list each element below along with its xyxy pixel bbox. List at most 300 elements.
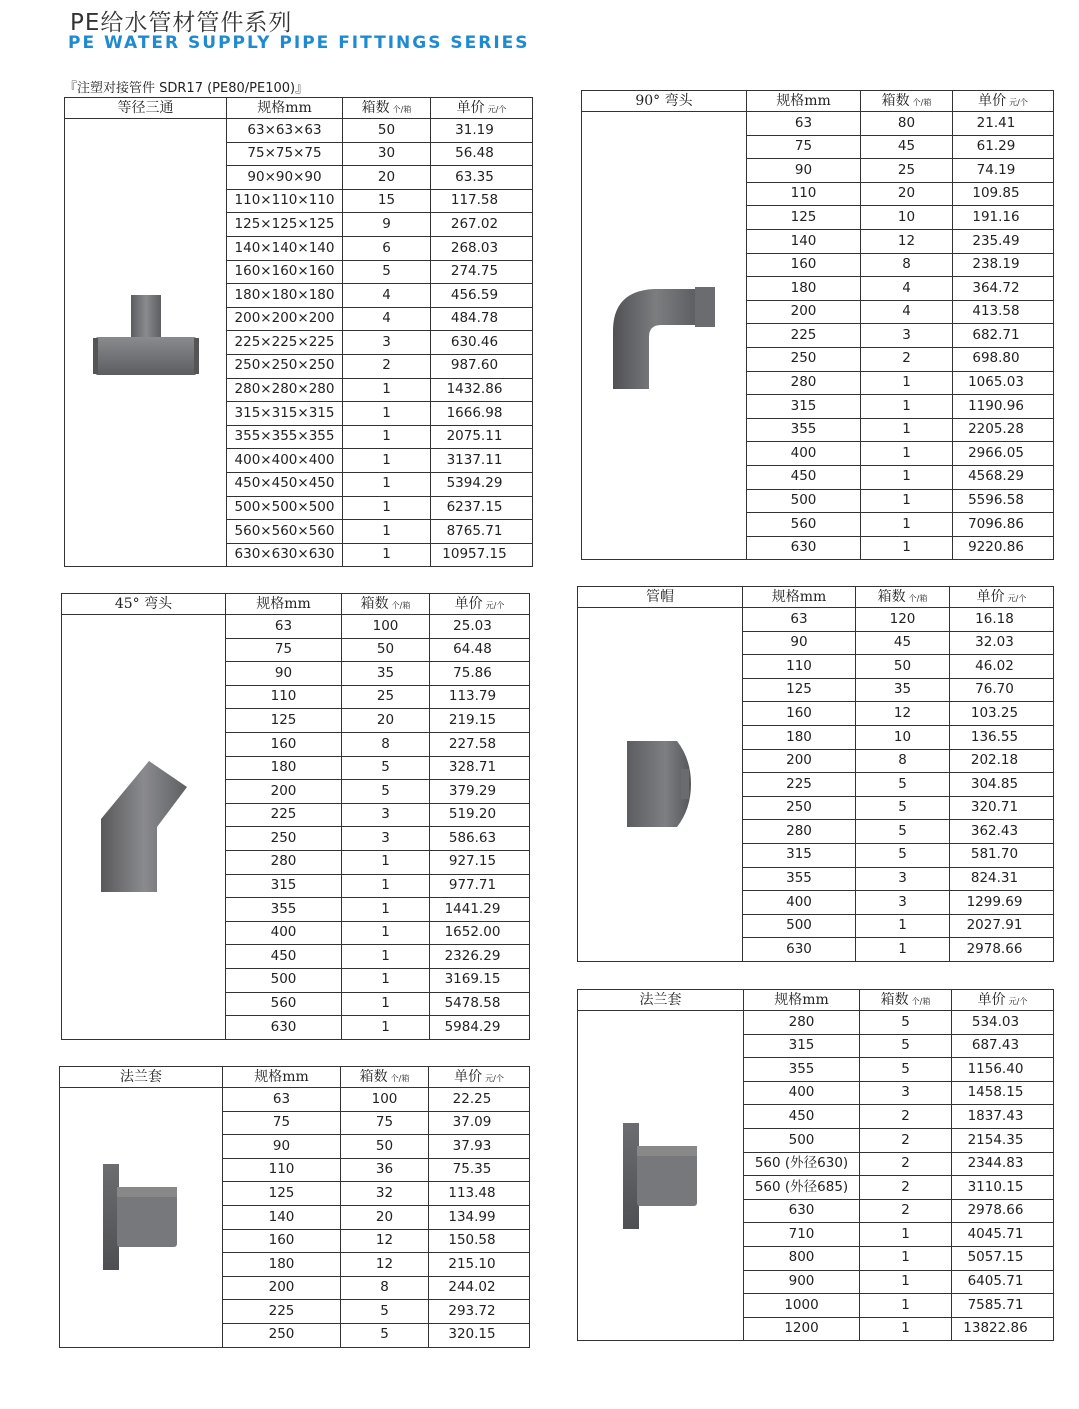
unit-price-cell: 134.99 xyxy=(429,1205,530,1229)
unit-price-cell: 2205.28 xyxy=(953,418,1054,442)
size-cell: 140×140×140 xyxy=(227,236,343,260)
unit-price-cell: 4568.29 xyxy=(953,465,1054,489)
box-qty-cell: 1 xyxy=(860,1294,952,1318)
flange-left-price-table xyxy=(59,1066,530,1348)
size-cell: 315 xyxy=(743,843,856,867)
unit-price-cell: 456.59 xyxy=(431,284,533,308)
table-header-row xyxy=(60,1067,530,1088)
box-qty-cell: 5 xyxy=(860,1058,952,1082)
box-qty-cell: 1 xyxy=(860,1317,952,1341)
size-cell: 900 xyxy=(744,1270,860,1294)
unit-price-cell: 10957.15 xyxy=(431,543,533,567)
box-qty-cell: 8 xyxy=(341,1276,429,1300)
col-price-header: 单价 元/个 xyxy=(952,990,1054,1011)
box-qty-cell: 35 xyxy=(856,678,950,702)
size-cell: 110 xyxy=(747,182,861,206)
col-size-header: 规格mm xyxy=(223,1067,341,1088)
size-cell: 355 xyxy=(744,1058,860,1082)
flange-adapter-icon xyxy=(60,1088,223,1348)
unit-price-cell: 586.63 xyxy=(430,827,530,851)
box-qty-cell: 25 xyxy=(342,685,430,709)
unit-price-cell: 1190.96 xyxy=(953,395,1054,419)
box-qty-cell: 20 xyxy=(861,182,953,206)
unit-price-cell: 5478.58 xyxy=(430,992,530,1016)
size-cell: 450 xyxy=(744,1105,860,1129)
unit-price-cell: 1441.29 xyxy=(430,898,530,922)
unit-price-cell: 32.03 xyxy=(950,631,1054,655)
col-box-header: 箱数 个/箱 xyxy=(343,98,431,119)
fitting-name: 管帽 xyxy=(578,587,743,608)
fitting-name: 90° 弯头 xyxy=(582,91,747,112)
unit-price-cell: 1156.40 xyxy=(952,1058,1054,1082)
size-cell: 75 xyxy=(223,1111,341,1135)
size-cell: 90 xyxy=(747,159,861,183)
unit-price-cell: 16.18 xyxy=(950,608,1054,632)
flange-right-price-table xyxy=(577,989,1054,1341)
box-qty-cell: 8 xyxy=(342,732,430,756)
table-header-row xyxy=(65,98,533,119)
unit-price-cell: 5057.15 xyxy=(952,1246,1054,1270)
unit-price-cell: 1458.15 xyxy=(952,1081,1054,1105)
unit-price-cell: 113.79 xyxy=(430,685,530,709)
box-qty-cell: 1 xyxy=(861,489,953,513)
unit-price-cell: 150.58 xyxy=(429,1229,530,1253)
size-cell: 500 xyxy=(743,914,856,938)
size-cell: 560 xyxy=(226,992,342,1016)
size-cell: 315×315×315 xyxy=(227,402,343,426)
unit-price-cell: 103.25 xyxy=(950,702,1054,726)
size-cell: 1000 xyxy=(744,1294,860,1318)
size-cell: 250 xyxy=(743,796,856,820)
table-row xyxy=(62,615,530,639)
unit-price-cell: 75.86 xyxy=(430,662,530,686)
size-cell: 500×500×500 xyxy=(227,496,343,520)
size-cell: 560×560×560 xyxy=(227,520,343,544)
box-qty-cell: 2 xyxy=(343,354,431,378)
size-cell: 280 xyxy=(747,371,861,395)
size-cell: 560 (外径630) xyxy=(744,1152,860,1176)
box-qty-cell: 30 xyxy=(343,142,431,166)
box-qty-cell: 3 xyxy=(856,891,950,915)
box-qty-cell: 50 xyxy=(341,1135,429,1159)
size-cell: 250 xyxy=(747,347,861,371)
box-qty-cell: 1 xyxy=(856,938,950,962)
unit-price-cell: 274.75 xyxy=(431,260,533,284)
box-qty-cell: 5 xyxy=(856,773,950,797)
box-qty-cell: 8 xyxy=(856,749,950,773)
box-qty-cell: 1 xyxy=(343,402,431,426)
box-qty-cell: 3 xyxy=(860,1081,952,1105)
size-cell: 400 xyxy=(744,1081,860,1105)
fitting-name: 法兰套 xyxy=(60,1067,223,1088)
box-qty-cell: 1 xyxy=(861,418,953,442)
unit-price-cell: 320.71 xyxy=(950,796,1054,820)
unit-price-cell: 1666.98 xyxy=(431,402,533,426)
unit-price-cell: 5984.29 xyxy=(430,1016,530,1040)
size-cell: 180 xyxy=(747,277,861,301)
box-qty-cell: 1 xyxy=(343,425,431,449)
unit-price-cell: 1837.43 xyxy=(952,1105,1054,1129)
box-qty-cell: 5 xyxy=(342,780,430,804)
size-cell: 200 xyxy=(223,1276,341,1300)
box-qty-cell: 4 xyxy=(343,284,431,308)
col-size-header: 规格mm xyxy=(747,91,861,112)
unit-price-cell: 484.78 xyxy=(431,307,533,331)
box-qty-cell: 1 xyxy=(860,1270,952,1294)
col-price-header: 单价 元/个 xyxy=(431,98,533,119)
tee-price-table xyxy=(64,97,533,567)
box-qty-cell: 1 xyxy=(861,371,953,395)
unit-price-cell: 76.70 xyxy=(950,678,1054,702)
col-box-header: 箱数 个/箱 xyxy=(856,587,950,608)
size-cell: 200 xyxy=(226,780,342,804)
size-cell: 125 xyxy=(223,1182,341,1206)
fitting-name: 等径三通 xyxy=(65,98,227,119)
table-row xyxy=(60,1088,530,1112)
box-qty-cell: 1 xyxy=(342,1016,430,1040)
unit-price-cell: 519.20 xyxy=(430,803,530,827)
col-box-header: 箱数 个/箱 xyxy=(341,1067,429,1088)
box-qty-cell: 1 xyxy=(861,536,953,560)
box-qty-cell: 6 xyxy=(343,236,431,260)
flange-adapter-icon xyxy=(578,1011,744,1341)
box-qty-cell: 1 xyxy=(861,513,953,537)
size-cell: 280 xyxy=(743,820,856,844)
col-box-header: 箱数 个/箱 xyxy=(342,594,430,615)
size-cell: 140 xyxy=(223,1205,341,1229)
unit-price-cell: 2978.66 xyxy=(950,938,1054,962)
pipe-cap-icon xyxy=(578,608,743,962)
unit-price-cell: 304.85 xyxy=(950,773,1054,797)
box-qty-cell: 32 xyxy=(341,1182,429,1206)
unit-price-cell: 13822.86 xyxy=(952,1317,1054,1341)
unit-price-cell: 977.71 xyxy=(430,874,530,898)
elbow-45-price-table xyxy=(61,593,530,1040)
size-cell: 315 xyxy=(226,874,342,898)
col-size-header: 规格mm xyxy=(226,594,342,615)
size-cell: 630 xyxy=(226,1016,342,1040)
size-cell: 110×110×110 xyxy=(227,189,343,213)
unit-price-cell: 202.18 xyxy=(950,749,1054,773)
col-price-header: 单价 元/个 xyxy=(430,594,530,615)
size-cell: 160 xyxy=(743,702,856,726)
elbow-90-price-table xyxy=(581,90,1054,560)
size-cell: 63 xyxy=(226,615,342,639)
unit-price-cell: 74.19 xyxy=(953,159,1054,183)
box-qty-cell: 20 xyxy=(341,1205,429,1229)
unit-price-cell: 1299.69 xyxy=(950,891,1054,915)
size-cell: 500 xyxy=(744,1128,860,1152)
col-price-header: 单价 元/个 xyxy=(950,587,1054,608)
unit-price-cell: 268.03 xyxy=(431,236,533,260)
box-qty-cell: 5 xyxy=(856,796,950,820)
page-title-en: PE WATER SUPPLY PIPE FITTINGS SERIES xyxy=(68,33,530,53)
size-cell: 63×63×63 xyxy=(227,119,343,143)
box-qty-cell: 5 xyxy=(856,820,950,844)
table-header-row xyxy=(578,990,1054,1011)
box-qty-cell: 2 xyxy=(860,1128,952,1152)
box-qty-cell: 1 xyxy=(342,945,430,969)
unit-price-cell: 3137.11 xyxy=(431,449,533,473)
fitting-name: 45° 弯头 xyxy=(62,594,226,615)
unit-price-cell: 215.10 xyxy=(429,1253,530,1277)
unit-price-cell: 235.49 xyxy=(953,229,1054,253)
size-cell: 110 xyxy=(226,685,342,709)
unit-price-cell: 698.80 xyxy=(953,347,1054,371)
size-cell: 280×280×280 xyxy=(227,378,343,402)
box-qty-cell: 20 xyxy=(342,709,430,733)
box-qty-cell: 80 xyxy=(861,112,953,136)
size-cell: 125 xyxy=(743,678,856,702)
size-cell: 125 xyxy=(747,206,861,230)
section-subtitle: 『注塑对接管件 SDR17 (PE80/PE100)』 xyxy=(64,81,309,96)
size-cell: 400 xyxy=(747,442,861,466)
unit-price-cell: 219.15 xyxy=(430,709,530,733)
box-qty-cell: 12 xyxy=(341,1229,429,1253)
unit-price-cell: 25.03 xyxy=(430,615,530,639)
box-qty-cell: 1 xyxy=(342,898,430,922)
unit-price-cell: 136.55 xyxy=(950,725,1054,749)
box-qty-cell: 9 xyxy=(343,213,431,237)
size-cell: 160 xyxy=(223,1229,341,1253)
box-qty-cell: 1 xyxy=(343,449,431,473)
unit-price-cell: 244.02 xyxy=(429,1276,530,1300)
box-qty-cell: 1 xyxy=(343,378,431,402)
table-row xyxy=(578,608,1054,632)
box-qty-cell: 2 xyxy=(860,1152,952,1176)
elbow-45-icon xyxy=(62,615,226,1040)
unit-price-cell: 63.35 xyxy=(431,166,533,190)
size-cell: 160 xyxy=(747,253,861,277)
size-cell: 500 xyxy=(747,489,861,513)
box-qty-cell: 1 xyxy=(861,465,953,489)
size-cell: 110 xyxy=(223,1158,341,1182)
unit-price-cell: 413.58 xyxy=(953,300,1054,324)
box-qty-cell: 5 xyxy=(856,843,950,867)
unit-price-cell: 2027.91 xyxy=(950,914,1054,938)
size-cell: 180×180×180 xyxy=(227,284,343,308)
size-cell: 125 xyxy=(226,709,342,733)
unit-price-cell: 630.46 xyxy=(431,331,533,355)
unit-price-cell: 534.03 xyxy=(952,1011,1054,1035)
table-row xyxy=(582,112,1054,136)
col-box-header: 箱数 个/箱 xyxy=(860,990,952,1011)
size-cell: 125×125×125 xyxy=(227,213,343,237)
unit-price-cell: 362.43 xyxy=(950,820,1054,844)
box-qty-cell: 36 xyxy=(341,1158,429,1182)
box-qty-cell: 1 xyxy=(342,921,430,945)
col-size-header: 规格mm xyxy=(227,98,343,119)
size-cell: 225 xyxy=(743,773,856,797)
unit-price-cell: 109.85 xyxy=(953,182,1054,206)
size-cell: 225 xyxy=(747,324,861,348)
size-cell: 75 xyxy=(226,638,342,662)
unit-price-cell: 6237.15 xyxy=(431,496,533,520)
box-qty-cell: 120 xyxy=(856,608,950,632)
unit-price-cell: 7096.86 xyxy=(953,513,1054,537)
col-box-header: 箱数 个/箱 xyxy=(861,91,953,112)
size-cell: 180 xyxy=(743,725,856,749)
table-header-row xyxy=(62,594,530,615)
box-qty-cell: 12 xyxy=(341,1253,429,1277)
box-qty-cell: 2 xyxy=(860,1176,952,1200)
unit-price-cell: 581.70 xyxy=(950,843,1054,867)
box-qty-cell: 1 xyxy=(343,543,431,567)
box-qty-cell: 50 xyxy=(856,655,950,679)
unit-price-cell: 6405.71 xyxy=(952,1270,1054,1294)
box-qty-cell: 4 xyxy=(861,300,953,324)
unit-price-cell: 8765.71 xyxy=(431,520,533,544)
tee-fitting-icon xyxy=(65,119,227,567)
size-cell: 560 xyxy=(747,513,861,537)
box-qty-cell: 4 xyxy=(343,307,431,331)
box-qty-cell: 1 xyxy=(343,496,431,520)
box-qty-cell: 100 xyxy=(342,615,430,639)
unit-price-cell: 22.25 xyxy=(429,1088,530,1112)
box-qty-cell: 5 xyxy=(341,1323,429,1347)
table-header-row xyxy=(582,91,1054,112)
unit-price-cell: 2966.05 xyxy=(953,442,1054,466)
size-cell: 75 xyxy=(747,135,861,159)
size-cell: 200 xyxy=(747,300,861,324)
box-qty-cell: 45 xyxy=(856,631,950,655)
box-qty-cell: 2 xyxy=(861,347,953,371)
box-qty-cell: 1 xyxy=(860,1223,952,1247)
unit-price-cell: 2154.35 xyxy=(952,1128,1054,1152)
size-cell: 400 xyxy=(226,921,342,945)
size-cell: 160 xyxy=(226,732,342,756)
unit-price-cell: 293.72 xyxy=(429,1300,530,1324)
box-qty-cell: 75 xyxy=(341,1111,429,1135)
unit-price-cell: 267.02 xyxy=(431,213,533,237)
unit-price-cell: 31.19 xyxy=(431,119,533,143)
size-cell: 160×160×160 xyxy=(227,260,343,284)
box-qty-cell: 1 xyxy=(860,1246,952,1270)
table-row xyxy=(578,1011,1054,1035)
col-price-header: 单价 元/个 xyxy=(429,1067,530,1088)
size-cell: 800 xyxy=(744,1246,860,1270)
size-cell: 355 xyxy=(743,867,856,891)
size-cell: 280 xyxy=(226,850,342,874)
unit-price-cell: 227.58 xyxy=(430,732,530,756)
size-cell: 90 xyxy=(223,1135,341,1159)
size-cell: 180 xyxy=(223,1253,341,1277)
unit-price-cell: 7585.71 xyxy=(952,1294,1054,1318)
size-cell: 315 xyxy=(747,395,861,419)
unit-price-cell: 682.71 xyxy=(953,324,1054,348)
box-qty-cell: 2 xyxy=(860,1105,952,1129)
box-qty-cell: 12 xyxy=(856,702,950,726)
pipe-cap-price-table xyxy=(577,586,1054,962)
box-qty-cell: 1 xyxy=(861,395,953,419)
size-cell: 140 xyxy=(747,229,861,253)
col-size-header: 规格mm xyxy=(743,587,856,608)
box-qty-cell: 3 xyxy=(342,803,430,827)
size-cell: 280 xyxy=(744,1011,860,1035)
unit-price-cell: 3110.15 xyxy=(952,1176,1054,1200)
unit-price-cell: 75.35 xyxy=(429,1158,530,1182)
size-cell: 200×200×200 xyxy=(227,307,343,331)
size-cell: 400 xyxy=(743,891,856,915)
size-cell: 630 xyxy=(747,536,861,560)
page-title-cn: PE给水管材管件系列 xyxy=(70,10,293,36)
box-qty-cell: 15 xyxy=(343,189,431,213)
size-cell: 355×355×355 xyxy=(227,425,343,449)
col-size-header: 规格mm xyxy=(744,990,860,1011)
unit-price-cell: 46.02 xyxy=(950,655,1054,679)
box-qty-cell: 5 xyxy=(860,1011,952,1035)
size-cell: 710 xyxy=(744,1223,860,1247)
unit-price-cell: 1652.00 xyxy=(430,921,530,945)
unit-price-cell: 113.48 xyxy=(429,1182,530,1206)
unit-price-cell: 687.43 xyxy=(952,1034,1054,1058)
unit-price-cell: 987.60 xyxy=(431,354,533,378)
box-qty-cell: 5 xyxy=(860,1034,952,1058)
unit-price-cell: 320.15 xyxy=(429,1323,530,1347)
box-qty-cell: 100 xyxy=(341,1088,429,1112)
box-qty-cell: 4 xyxy=(861,277,953,301)
unit-price-cell: 2978.66 xyxy=(952,1199,1054,1223)
box-qty-cell: 12 xyxy=(861,229,953,253)
size-cell: 63 xyxy=(223,1088,341,1112)
box-qty-cell: 25 xyxy=(861,159,953,183)
unit-price-cell: 2344.83 xyxy=(952,1152,1054,1176)
box-qty-cell: 3 xyxy=(342,827,430,851)
size-cell: 630 xyxy=(744,1199,860,1223)
unit-price-cell: 117.58 xyxy=(431,189,533,213)
size-cell: 355 xyxy=(747,418,861,442)
box-qty-cell: 5 xyxy=(341,1300,429,1324)
size-cell: 250 xyxy=(226,827,342,851)
box-qty-cell: 1 xyxy=(856,914,950,938)
elbow-90-icon xyxy=(582,112,747,560)
size-cell: 90 xyxy=(743,631,856,655)
unit-price-cell: 21.41 xyxy=(953,112,1054,136)
unit-price-cell: 364.72 xyxy=(953,277,1054,301)
col-price-header: 单价 元/个 xyxy=(953,91,1054,112)
size-cell: 400×400×400 xyxy=(227,449,343,473)
unit-price-cell: 61.29 xyxy=(953,135,1054,159)
size-cell: 75×75×75 xyxy=(227,142,343,166)
size-cell: 560 (外径685) xyxy=(744,1176,860,1200)
box-qty-cell: 5 xyxy=(343,260,431,284)
table-header-row xyxy=(578,587,1054,608)
box-qty-cell: 35 xyxy=(342,662,430,686)
table-row xyxy=(65,119,533,143)
box-qty-cell: 1 xyxy=(343,472,431,496)
unit-price-cell: 37.93 xyxy=(429,1135,530,1159)
unit-price-cell: 927.15 xyxy=(430,850,530,874)
box-qty-cell: 3 xyxy=(343,331,431,355)
unit-price-cell: 2326.29 xyxy=(430,945,530,969)
box-qty-cell: 10 xyxy=(861,206,953,230)
size-cell: 500 xyxy=(226,968,342,992)
size-cell: 450 xyxy=(226,945,342,969)
unit-price-cell: 4045.71 xyxy=(952,1223,1054,1247)
unit-price-cell: 379.29 xyxy=(430,780,530,804)
size-cell: 90×90×90 xyxy=(227,166,343,190)
size-cell: 225 xyxy=(226,803,342,827)
size-cell: 63 xyxy=(747,112,861,136)
box-qty-cell: 2 xyxy=(860,1199,952,1223)
unit-price-cell: 64.48 xyxy=(430,638,530,662)
box-qty-cell: 1 xyxy=(342,850,430,874)
box-qty-cell: 3 xyxy=(861,324,953,348)
size-cell: 250 xyxy=(223,1323,341,1347)
box-qty-cell: 50 xyxy=(343,119,431,143)
size-cell: 1200 xyxy=(744,1317,860,1341)
unit-price-cell: 5394.29 xyxy=(431,472,533,496)
